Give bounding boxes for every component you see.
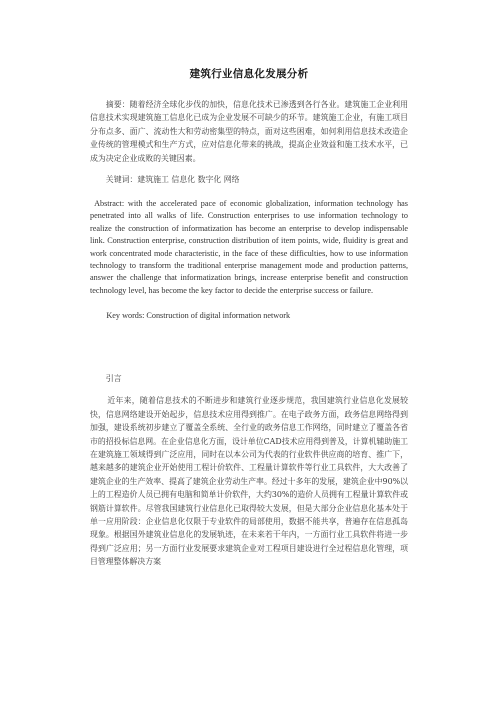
- intro-heading: 引言: [105, 374, 122, 384]
- intro-body: 近年来，随着信息技术的不断进步和建筑行业逐步规范，我国建筑行业信息化发展较快，信息网络建设开始起步，信息技术应用得到推广。在电子政务方面，政务信息网络得到加强，建设系统初步建立了覆盖全系统、全行业的政务信息工作网络，同时建立了覆盖各省市的招投标信息网。在企业信息化方面，设计单位CAD技术应用得到普及，计算机辅助施工在建筑施工领域得到广泛应用，同时在以本公司为代表的行业软件供应商的培育、推广下，越来越多的建筑企业开始使用工程计价软件、工程量计算软件等行业工具软件，大大改善了建筑企业的生产效率、提高了建筑企业劳动生产率。经过十多年的发展，建筑企业中90%以上的工程造价人员已拥有电脑和简单计价软件，大约30%的造价人员拥有工程量计算软件或钢筋计算软件。尽管我国建筑行业信息化已取得较大发展，但是大部分企业信息化基本处于单一应用阶段：企业信息化仅限于专业软件的局部使用，数据不能共享，普遍存在信息孤岛现象。根据国外建筑业信息化的发展轨迹，在未来若干年内，一方面行业工具软件将进一步得到广泛应用；另一方面行业发展要求建筑企业对工程项目建设进行全过程信息化管理，项目管理整体解决方案: [90, 396, 408, 567]
- keywords-zh: 关键词：建筑施工 信息化 数字化 网络: [105, 175, 240, 185]
- abstract-en: Abstract: with the accelerated pace of economic globalization, information technology has penetrated into all walks of life. Construction enterprises to use information technology to realize the construction of informatization has become an enterprise to develop indispensable link. Construction enterprise, construction distribution of item points, wide, fluidity is great and work concentrated mode characteristic, in the face of these difficulties, how to use information technology to transform the traditional enterprise management mode and production patterns, answer the challenge that informatization brings, increase enterprise benefit and construction technology level, has become the key factor to decide the enterprise success or failure.: [90, 199, 408, 295]
- abstract-zh: 摘要：随着经济全球化步伐的加快，信息化技术已渗透到各行各业。建筑施工企业利用信息技术实现建筑施工信息化已成为企业发展不可缺少的环节。建筑施工企业，有施工项目分布点多、面广、流动性大和劳动密集型的特点，面对这些困难，如何利用信息技术改造企业传统的管理模式和生产方式，应对信息化带来的挑战，提高企业效益和施工技术水平，已成为决定企业成败的关键因素。: [90, 100, 408, 163]
- document-title: 建筑行业信息化发展分析: [189, 68, 309, 80]
- keywords-en: Key words: Construction of digital information network: [106, 311, 291, 321]
- document-content: [90, 66, 408, 576]
